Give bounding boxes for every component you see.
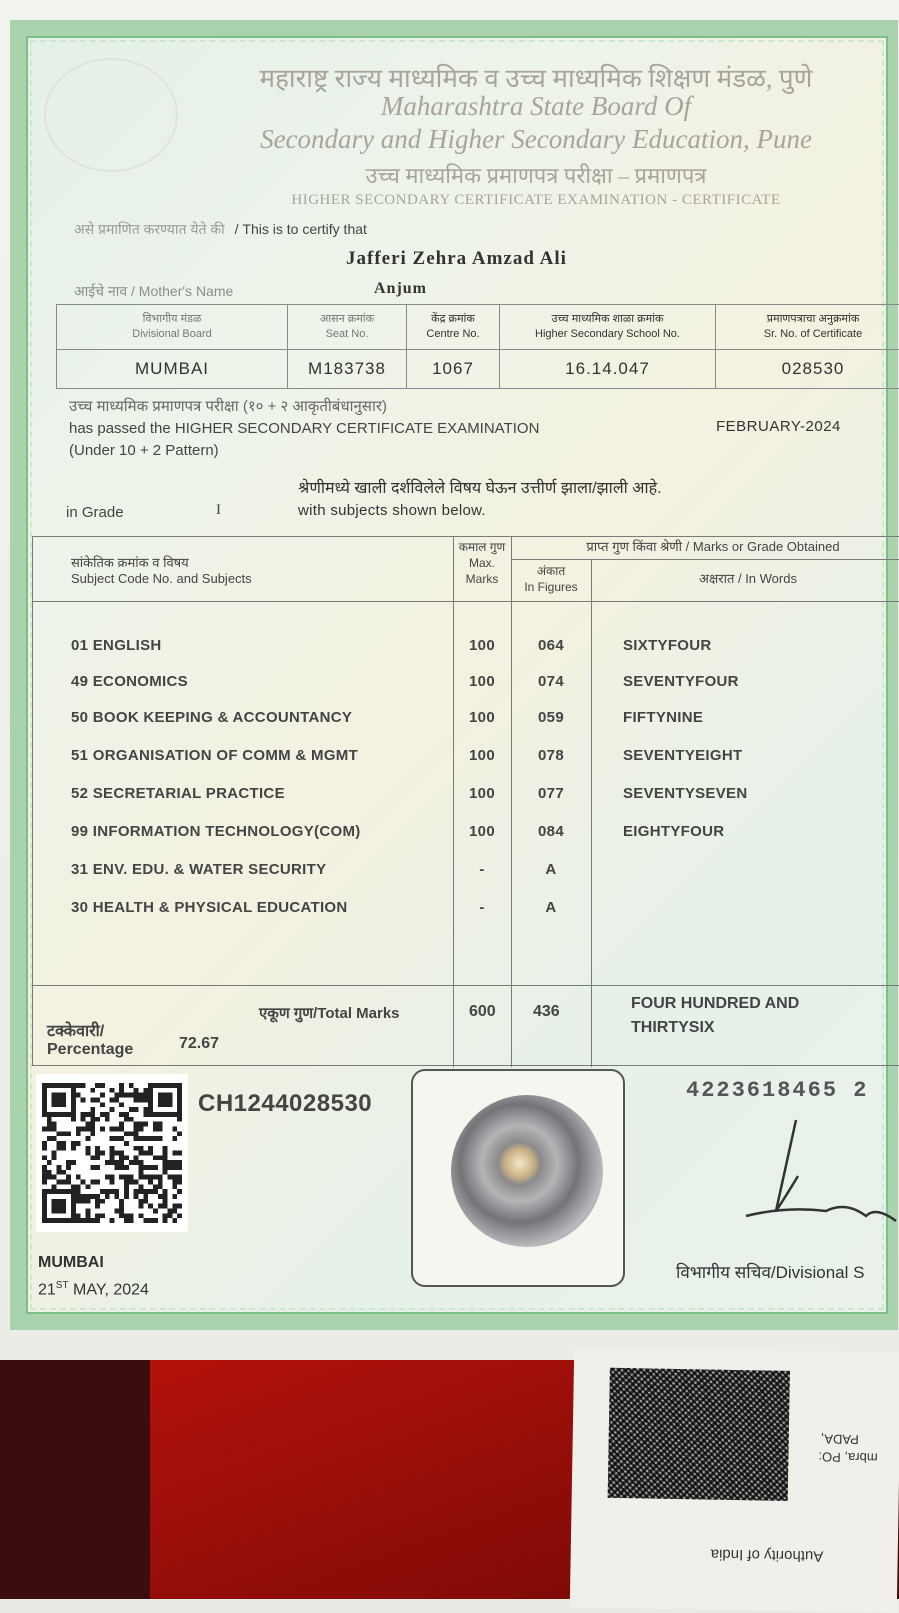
marks-figures: 074	[512, 673, 590, 690]
info-label-serial: प्रमाणपत्राचा अनुक्रमांक Sr. No. of Certificate	[716, 305, 899, 350]
grade-label: in Grade	[66, 504, 124, 521]
total-obtained: 436	[533, 1003, 560, 1021]
issue-date: 21ST MAY, 2024	[38, 1280, 149, 1299]
id-card-back	[570, 1347, 899, 1613]
exam-month: FEBRUARY-2024	[716, 418, 841, 435]
info-label-centre: केंद्र क्रमांक Centre No.	[407, 305, 500, 350]
hsc-certificate	[10, 20, 898, 1330]
total-words: FOUR HUNDRED AND THIRTYSIX	[631, 995, 799, 1037]
col-subject-header: सांकेतिक क्रमांक व विषय Subject Code No. and Subjects	[71, 555, 252, 587]
card-text-2: PADA,	[821, 1431, 859, 1447]
mother-name: Anjum	[374, 280, 427, 298]
grade-value: I	[216, 502, 221, 519]
max-marks: 100	[454, 709, 510, 726]
max-marks: 100	[454, 823, 510, 840]
student-name: Jafferi Zehra Amzad Ali	[346, 248, 567, 270]
max-marks: 100	[454, 747, 510, 764]
certify-english: / This is to certify that	[235, 221, 367, 237]
card-qr-noise	[608, 1368, 790, 1501]
marks-figures: 077	[512, 785, 590, 802]
qr-code	[36, 1074, 188, 1232]
col-figures-header: अंकात In Figures	[512, 563, 590, 595]
marks-row	[33, 861, 899, 891]
subject-name: 52 SECRETARIAL PRACTICE	[71, 785, 451, 802]
subject-name: 31 ENV. EDU. & WATER SECURITY	[71, 861, 451, 878]
certify-marathi: असे प्रमाणित करण्यात येते की	[74, 221, 225, 237]
info-label-seat: आसन क्रमांक Seat No.	[288, 305, 407, 350]
subject-name: 51 ORGANISATION OF COMM & MGMT	[71, 747, 451, 764]
max-marks: -	[454, 861, 510, 878]
info-label-board: विभागीय मंडळ Divisional Board	[57, 305, 288, 350]
max-marks: 100	[454, 785, 510, 802]
subject-name: 49 ECONOMICS	[71, 673, 451, 690]
card-text-1: Authority of India	[711, 1546, 824, 1565]
board-name-marathi: महाराष्ट्र राज्य माध्यमिक व उच्च माध्यमिक शिक्षण मंडळ, पुणे	[176, 59, 896, 95]
board-name-english-2: Secondary and Higher Secondary Education, Pune	[176, 124, 896, 155]
exam-passed-block	[69, 396, 539, 462]
col-words-header: अक्षरात / In Words	[593, 571, 899, 587]
total-marks-label: एकूण गुण/Total Marks	[259, 1003, 400, 1023]
red-cloth	[150, 1360, 610, 1599]
info-label-school: उच्च माध्यमिक शाळा क्रमांक Higher Secondary School No.	[500, 305, 716, 350]
divisional-secretary: विभागीय सचिव/Divisional S	[676, 1260, 864, 1283]
marks-row	[33, 637, 899, 667]
marks-row	[33, 709, 899, 739]
col-obtained-header: प्राप्त गुण किंवा श्रेणी / Marks or Grade Obtained	[523, 539, 899, 555]
marks-words: EIGHTYFOUR	[623, 823, 893, 840]
info-value-school: 16.14.047	[500, 350, 716, 389]
marks-figures: 078	[512, 747, 590, 764]
table-surface	[0, 1360, 899, 1599]
marks-words: SEVENTYEIGHT	[623, 747, 893, 764]
certify-line	[74, 220, 367, 239]
max-marks: 100	[454, 637, 510, 654]
exam-marathi-line: उच्च माध्यमिक प्रमाणपत्र परीक्षा (१० + २ आकृतीबंधानुसार)	[69, 396, 539, 418]
cert-title-english: HIGHER SECONDARY CERTIFICATE EXAMINATION - CERTIFICATE	[176, 192, 896, 209]
marks-figures: 064	[512, 637, 590, 654]
percentage-value: 72.67	[179, 1035, 219, 1053]
info-value-serial: 028530	[716, 350, 899, 389]
marks-row	[33, 673, 899, 703]
info-value-centre: 1067	[407, 350, 500, 389]
marks-row	[33, 785, 899, 815]
certificate-code: CH1244028530	[198, 1090, 372, 1118]
subject-name: 99 INFORMATION TECHNOLOGY(COM)	[71, 823, 451, 840]
marks-row	[33, 899, 899, 929]
col-max-header: कमाल गुण Max. Marks	[454, 539, 510, 587]
subject-name: 50 BOOK KEEPING & ACCOUNTANCY	[71, 709, 451, 726]
with-subjects-line: with subjects shown below.	[298, 502, 486, 519]
grade-marathi-line: श्रेणीमध्ये खाली दर्शविलेले विषय घेऊन उत्तीर्ण झाला/झाली आहे.	[298, 476, 662, 498]
board-name-english-1: Maharashtra State Board Of	[176, 91, 896, 122]
issue-city: MUMBAI	[38, 1254, 104, 1272]
percentage-label: टक्केवारी/ Percentage	[47, 1019, 133, 1059]
marks-words: SEVENTYSEVEN	[623, 785, 893, 802]
marks-words: SEVENTYFOUR	[623, 673, 893, 690]
marks-figures: 059	[512, 709, 590, 726]
board-emblem-watermark	[44, 58, 178, 172]
marks-figures: 084	[512, 823, 590, 840]
cert-title-marathi: उच्च माध्यमिक प्रमाणपत्र परीक्षा – प्रमाणपत्र	[176, 160, 896, 190]
marks-row	[33, 823, 899, 853]
mother-name-label: आईचे नाव / Mother's Name	[74, 282, 233, 301]
hologram-seal	[411, 1069, 625, 1287]
marks-words: SIXTYFOUR	[623, 637, 893, 654]
marks-row	[33, 747, 899, 777]
card-text-3: mbra, PO:	[818, 1449, 878, 1465]
subject-name: 01 ENGLISH	[71, 637, 451, 654]
total-max: 600	[469, 1003, 496, 1021]
max-marks: 100	[454, 673, 510, 690]
marks-figures: A	[512, 861, 590, 878]
marks-figures: A	[512, 899, 590, 916]
student-info-table	[56, 304, 899, 389]
marks-words: FIFTYNINE	[623, 709, 893, 726]
max-marks: -	[454, 899, 510, 916]
exam-passed-line: has passed the HIGHER SECONDARY CERTIFICATE EXAMINATION	[69, 418, 539, 440]
info-value-board: MUMBAI	[57, 350, 288, 389]
subject-name: 30 HEALTH & PHYSICAL EDUCATION	[71, 899, 451, 916]
marks-table	[32, 536, 899, 1066]
barcode-number: 4223618465 2	[686, 1078, 868, 1103]
signature	[726, 1116, 899, 1246]
info-value-seat: M183738	[288, 350, 407, 389]
exam-pattern: (Under 10 + 2 Pattern)	[69, 440, 539, 462]
